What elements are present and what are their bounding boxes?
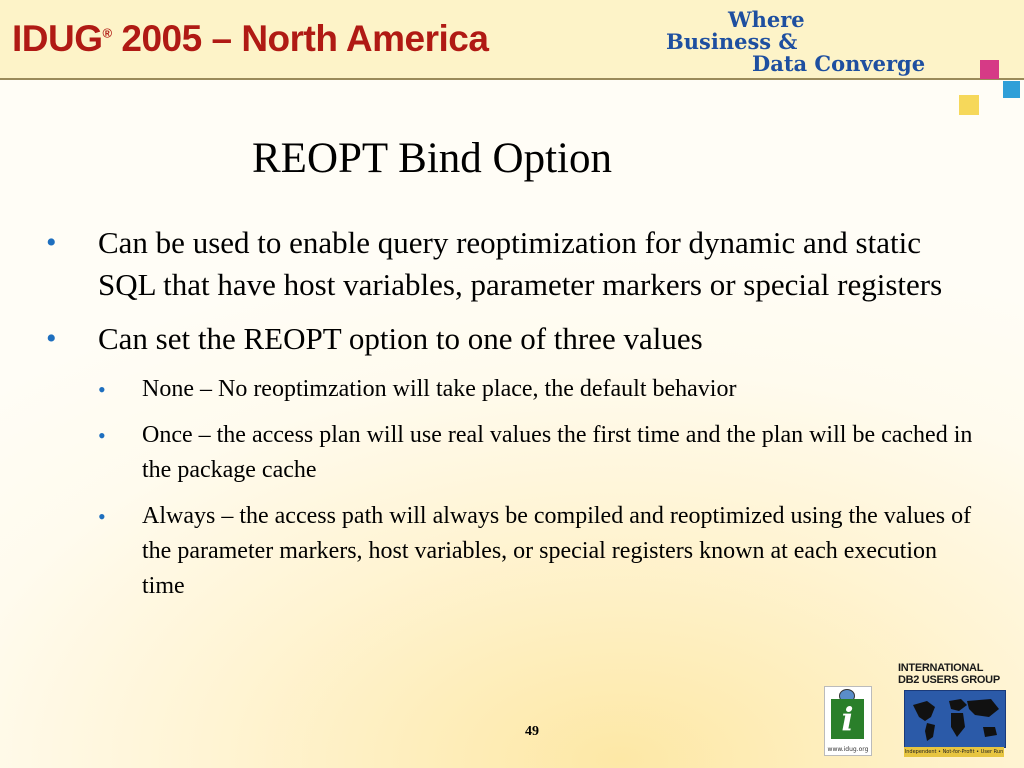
sub-bullet-item xyxy=(44,418,979,488)
page-number: 49 xyxy=(525,724,539,739)
decor-square-yellow xyxy=(959,95,979,115)
bullet-icon: • xyxy=(46,322,57,355)
conference-year-region: 2005 – North America xyxy=(111,18,489,59)
decor-square-blue xyxy=(1003,81,1020,98)
idug-i-logo-icon xyxy=(824,686,872,756)
conference-title xyxy=(12,18,488,60)
bullet-item xyxy=(44,222,979,306)
i-letter-badge: i xyxy=(831,699,864,739)
logo-url: www.idug.org xyxy=(827,746,869,753)
bullet-icon: • xyxy=(46,226,57,259)
intl-line-2: DB2 USERS GROUP xyxy=(898,674,1000,686)
sub-bullet-item xyxy=(44,372,979,407)
intl-line-1: INTERNATIONAL xyxy=(898,662,984,674)
sub-bullet-item xyxy=(44,499,979,604)
sub-bullet-icon: • xyxy=(98,504,106,529)
tagline-line-3: Data Converge xyxy=(752,51,926,76)
intl-tagline: Independent • Not-for-Profit • User Run xyxy=(904,749,1004,755)
conference-name: IDUG xyxy=(12,18,103,59)
sub-bullet-text: Always – the access path will always be compiled and reoptimized using the values of the parameter markers, host variables, or special registers known at each execution time xyxy=(142,503,972,599)
decor-square-magenta xyxy=(980,60,999,79)
slide-title: REOPT Bind Option xyxy=(252,135,612,182)
slide-body xyxy=(44,222,979,615)
sub-bullet-icon: • xyxy=(98,423,106,448)
bullet-text: Can set the REOPT option to one of three values xyxy=(98,321,703,356)
world-map-icon xyxy=(904,690,1006,748)
sub-bullet-text: None – No reoptimzation will take place, the default behavior xyxy=(142,376,737,402)
international-db2-logo xyxy=(898,660,1008,760)
tagline-line-1: Where xyxy=(728,7,805,32)
tagline-line-2: Business & xyxy=(666,29,798,54)
header-banner xyxy=(0,0,1024,80)
bullet-text: Can be used to enable query reoptimization for dynamic and static SQL that have host variables, parameter markers or special registers xyxy=(98,225,943,302)
bullet-item xyxy=(44,318,979,360)
registered-mark: ® xyxy=(102,25,112,41)
sub-bullet-icon: • xyxy=(98,377,106,402)
sub-bullet-text: Once – the access plan will use real values the first time and the plan will be cached in the package cache xyxy=(142,422,973,483)
